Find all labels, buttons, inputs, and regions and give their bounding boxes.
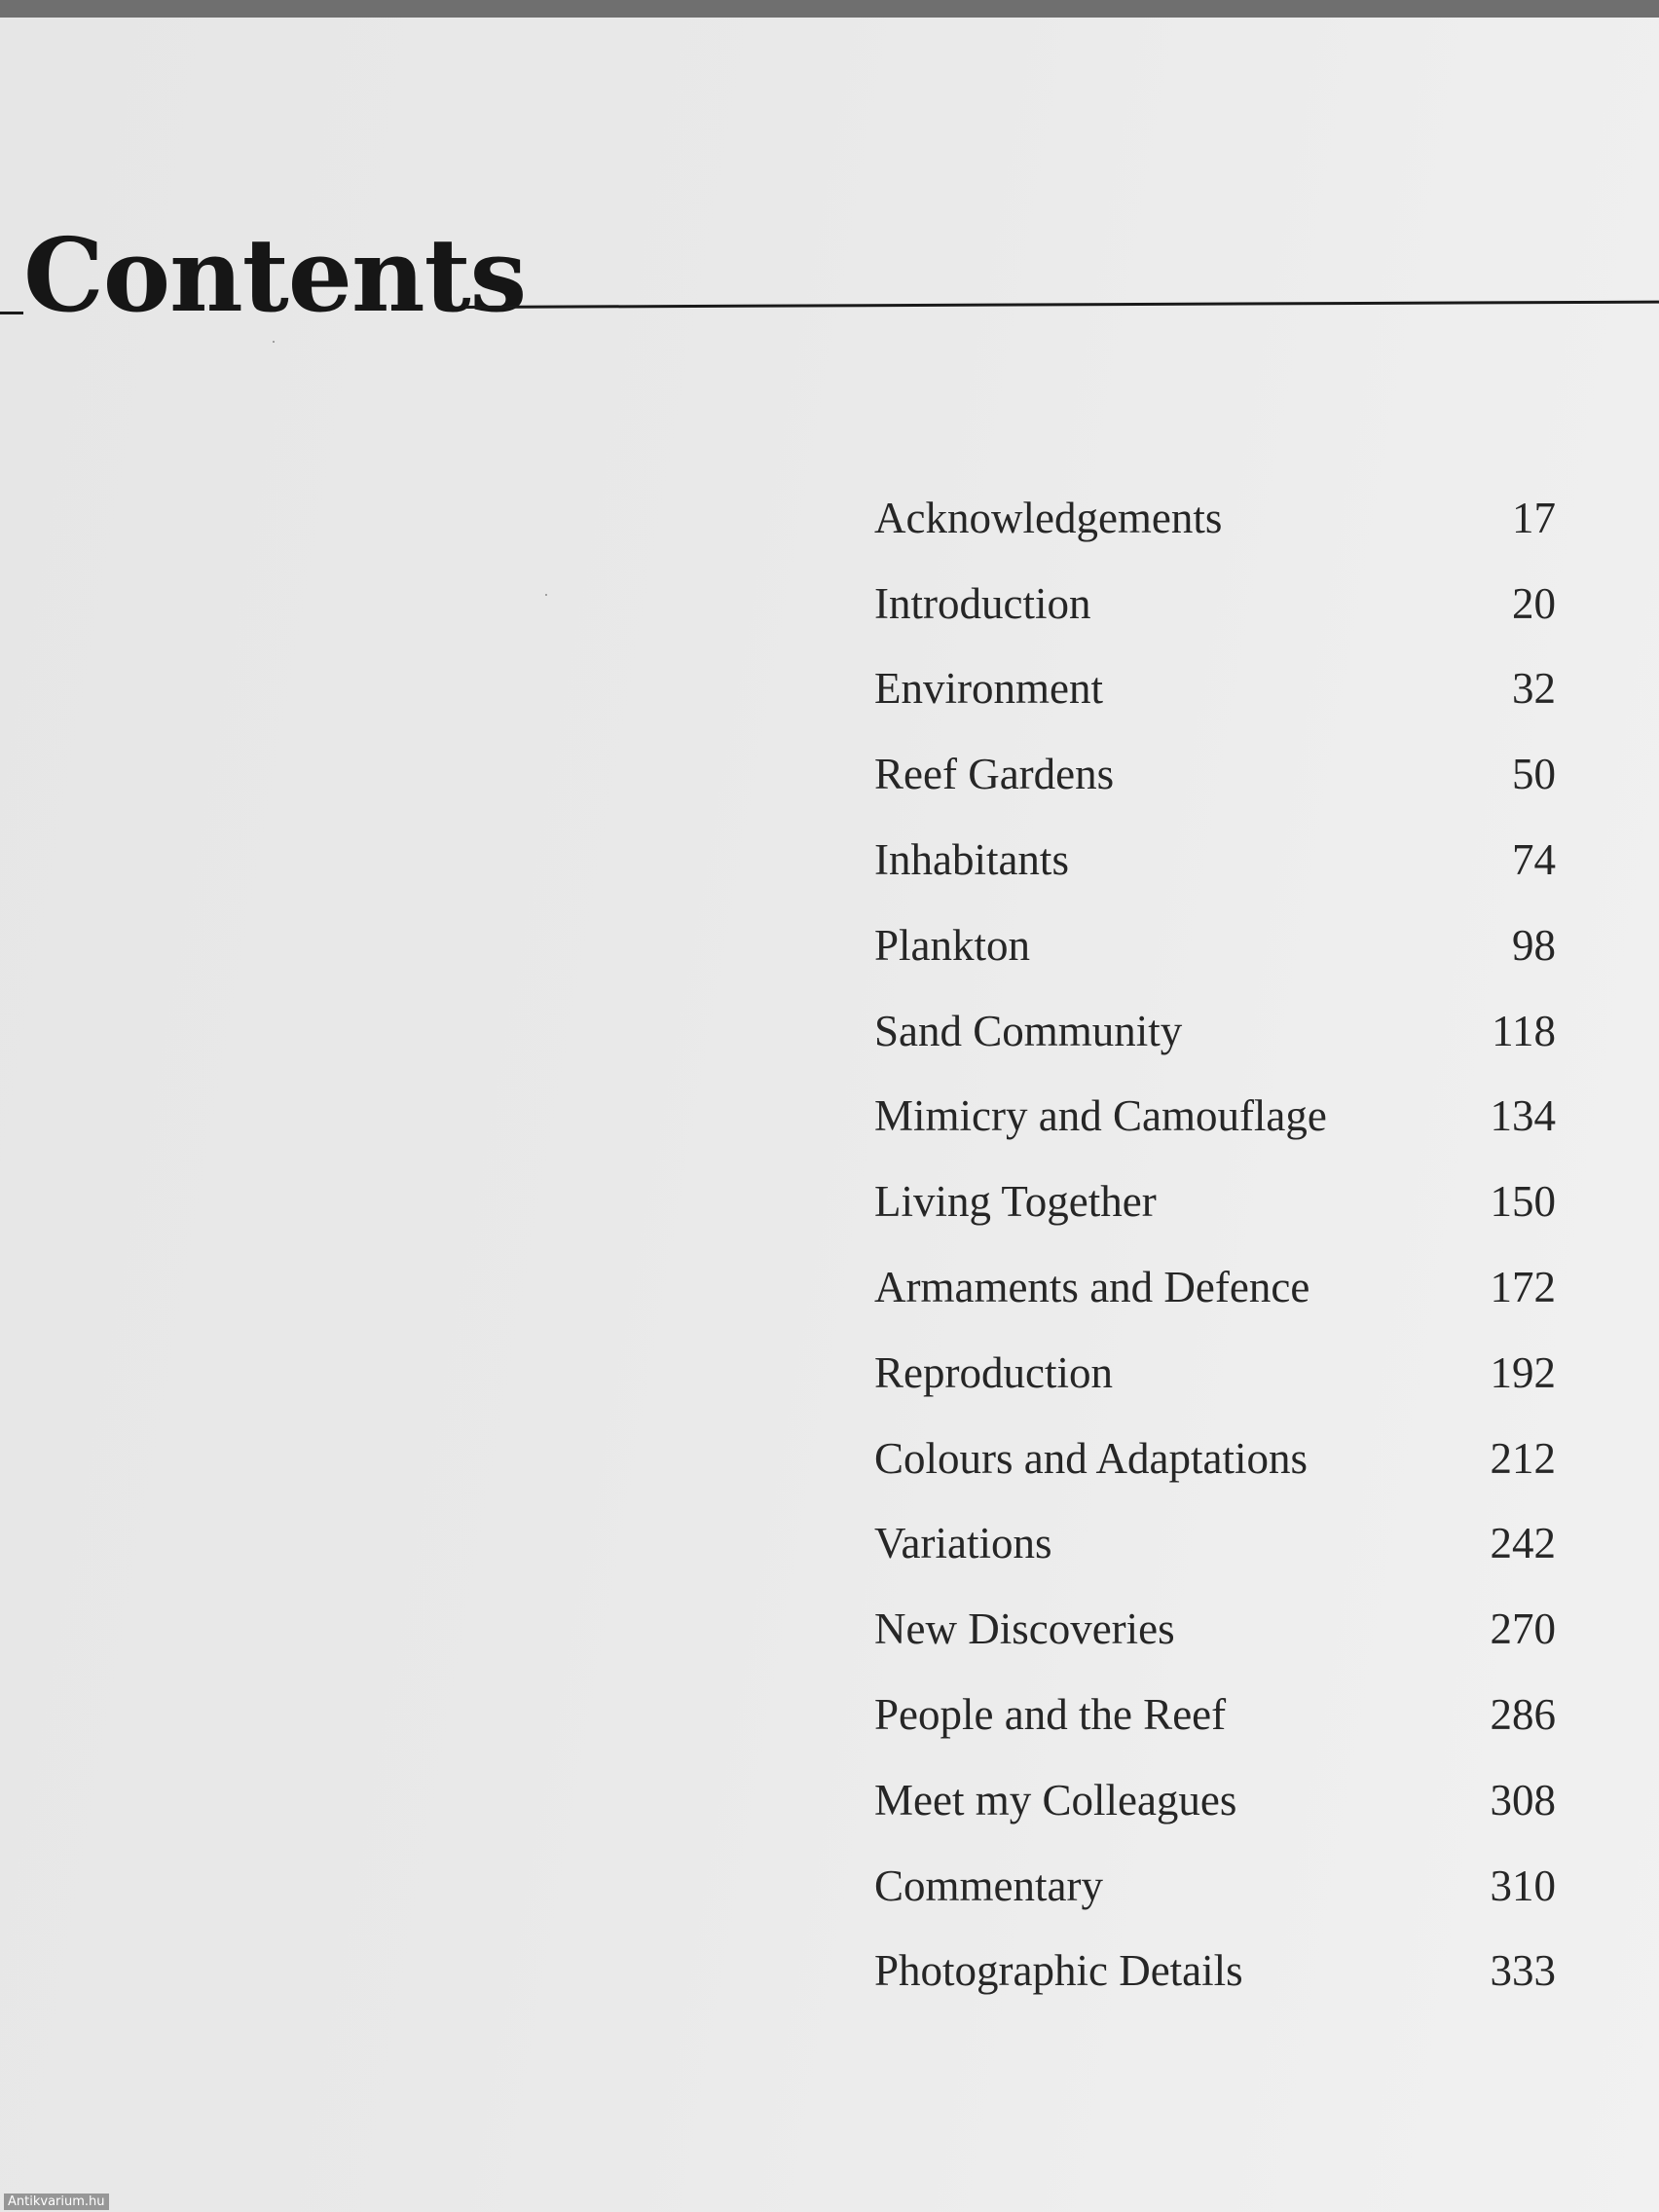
toc-entry-title: Armaments and Defence [874, 1263, 1310, 1312]
toc-entry [874, 1159, 1556, 1244]
toc-entry-title: Living Together [874, 1177, 1157, 1227]
toc-entry-page: 118 [1492, 1006, 1556, 1055]
watermark: Antikvarium.hu [4, 2194, 109, 2210]
toc-entry-title: Commentary [874, 1861, 1103, 1910]
toc-entry-page: 134 [1490, 1091, 1556, 1141]
toc-entry [874, 988, 1556, 1074]
toc-entry-page: 310 [1490, 1861, 1556, 1910]
toc-entry-title: Environment [874, 664, 1103, 714]
toc-entry-title: Variations [874, 1519, 1052, 1568]
toc-entry [874, 1074, 1556, 1160]
table-of-contents [874, 475, 1556, 2013]
toc-entry-title: Meet my Colleagues [874, 1775, 1237, 1825]
toc-entry [874, 1843, 1556, 1929]
toc-entry-page: 286 [1490, 1690, 1556, 1740]
toc-entry-page: 98 [1512, 920, 1556, 970]
toc-entry-page: 32 [1512, 664, 1556, 714]
book-page [0, 18, 1659, 2212]
title-rule-left [0, 312, 23, 314]
toc-entry [874, 475, 1556, 561]
toc-entry-title: Mimicry and Camouflage [874, 1091, 1327, 1141]
toc-entry-page: 308 [1490, 1775, 1556, 1825]
toc-entry-page: 192 [1490, 1347, 1556, 1397]
toc-entry [874, 1244, 1556, 1330]
toc-entry-title: Introduction [874, 578, 1091, 628]
toc-entry [874, 1586, 1556, 1672]
toc-entry-title: New Discoveries [874, 1604, 1175, 1654]
toc-entry-title: Colours and Adaptations [874, 1433, 1308, 1483]
toc-entry [874, 1672, 1556, 1757]
toc-entry-page: 212 [1490, 1433, 1556, 1483]
toc-entry [874, 561, 1556, 646]
toc-entry [874, 646, 1556, 732]
toc-entry-page: 172 [1490, 1263, 1556, 1312]
toc-entry-title: Sand Community [874, 1006, 1183, 1055]
toc-entry-page: 20 [1512, 578, 1556, 628]
toc-entry [874, 731, 1556, 817]
toc-entry-page: 150 [1490, 1177, 1556, 1227]
toc-entry [874, 1757, 1556, 1843]
toc-entry [874, 1501, 1556, 1587]
toc-entry [874, 1330, 1556, 1416]
paper-speck [545, 594, 547, 596]
toc-entry [874, 903, 1556, 988]
toc-entry-title: People and the Reef [874, 1690, 1227, 1740]
toc-entry [874, 1929, 1556, 2014]
toc-entry [874, 817, 1556, 903]
toc-entry-page: 74 [1512, 835, 1556, 885]
toc-entry-page: 17 [1512, 493, 1556, 542]
toc-entry-title: Reproduction [874, 1347, 1113, 1397]
title-rule-right [465, 301, 1659, 309]
paper-speck [273, 341, 275, 343]
toc-entry-page: 333 [1490, 1946, 1556, 1996]
toc-entry-page: 50 [1512, 750, 1556, 799]
toc-entry-page: 242 [1490, 1519, 1556, 1568]
toc-entry-title: Acknowledgements [874, 493, 1223, 542]
contents-header [0, 215, 1659, 335]
toc-entry [874, 1416, 1556, 1501]
toc-entry-page: 270 [1490, 1604, 1556, 1654]
toc-entry-title: Plankton [874, 920, 1031, 970]
toc-entry-title: Reef Gardens [874, 750, 1115, 799]
toc-entry-title: Inhabitants [874, 835, 1069, 885]
toc-entry-title: Photographic Details [874, 1946, 1243, 1996]
page-title: Contents [23, 215, 527, 335]
